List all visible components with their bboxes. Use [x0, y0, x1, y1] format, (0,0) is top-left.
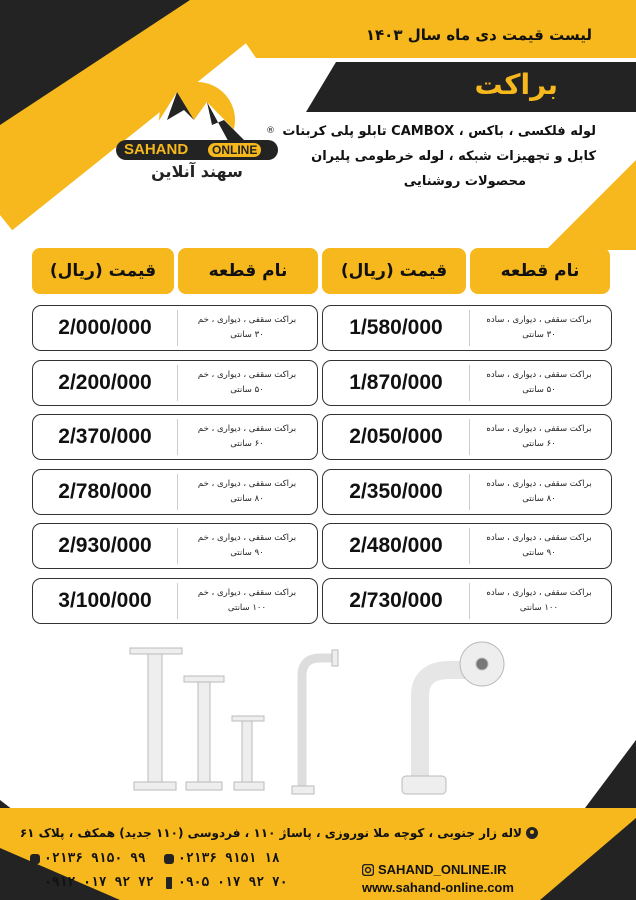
- part-name-cell: [467, 470, 611, 514]
- header-part-name-right: نام قطعه: [470, 248, 610, 294]
- table-row-right: [322, 414, 612, 460]
- logo-brand-left: SAHAND: [124, 141, 189, 158]
- part-name-line: براکت سقفی ، دیواری ، خم: [197, 315, 297, 325]
- price-cell: 2/200/000: [58, 371, 152, 394]
- cell-divider: [177, 528, 178, 564]
- part-size-line: ۳۰ سانتی: [230, 330, 264, 340]
- price-list-title: لیست قیمت دی ماه سال ۱۴۰۳: [365, 26, 592, 44]
- price-cell: 2/000/000: [58, 316, 152, 339]
- part-size-line: ۳۰ سانتی: [522, 330, 556, 340]
- table-row-left: [32, 578, 318, 624]
- part-size-line: ۹۰ سانتی: [230, 548, 264, 558]
- part-name-cell: [177, 524, 317, 568]
- location-pin-icon: [526, 827, 538, 839]
- part-size-line: ۸۰ سانتی: [522, 494, 556, 504]
- price-cell: 2/730/000: [349, 589, 443, 612]
- part-name-line: براکت سقفی ، دیواری ، خم: [197, 533, 297, 543]
- mobile-icon: [163, 877, 175, 889]
- company-logo: [112, 80, 282, 190]
- right-side-decoration: [506, 150, 636, 260]
- part-name-line: براکت سقفی ، دیواری ، ساده: [486, 370, 592, 380]
- header-price-right: قیمت (ریال): [322, 248, 466, 294]
- part-name-line: براکت سقفی ، دیواری ، خم: [197, 370, 297, 380]
- address-text: لاله زار جنوبی ، کوچه ملا نوروزی ، پاساژ ۱۱۰ ، فردوسی (۱۱۰ جدید) همکف ، پلاک ۶۱: [19, 826, 522, 840]
- part-name-line: براکت سقفی ، دیواری ، خم: [197, 424, 297, 434]
- mobile-icon: [29, 877, 41, 889]
- phone-mobile-2: ۰۹۱۲ ۰۱۷ ۹۲ ۷۲: [44, 875, 154, 890]
- part-name-line: براکت سقفی ، دیواری ، ساده: [486, 424, 592, 434]
- logo-persian-name: سهند آنلاین: [151, 162, 243, 181]
- description-line-2: کابل و تجهیزات شبکه ، لوله خرطومی پلیران: [311, 149, 596, 164]
- cell-divider: [469, 474, 470, 510]
- website-link[interactable]: www.sahand-online.com: [362, 880, 514, 895]
- part-name-line: براکت سقفی ، دیواری ، ساده: [486, 533, 592, 543]
- part-size-line: ۵۰ سانتی: [522, 385, 556, 395]
- instagram-icon: [362, 864, 374, 876]
- part-size-line: ۹۰ سانتی: [522, 548, 556, 558]
- part-name-cell: [467, 415, 611, 459]
- part-name-cell: [177, 415, 317, 459]
- part-name-cell: [467, 524, 611, 568]
- part-size-line: ۶۰ سانتی: [522, 439, 556, 449]
- cell-divider: [177, 310, 178, 346]
- part-name-cell: [467, 306, 611, 350]
- phone-landline-1: ۰۲۱۳۶ ۹۱۵۱ ۱۸: [178, 851, 280, 866]
- table-row-left: [32, 414, 318, 460]
- header-price-left: قیمت (ریال): [32, 248, 174, 294]
- table-row-left: [32, 523, 318, 569]
- table-row-left: [32, 469, 318, 515]
- phone-mobile-1: ۰۹۰۵ ۰۱۷ ۹۲ ۷۰: [178, 875, 288, 890]
- section-title-ribbon: [306, 62, 636, 112]
- price-cell: 2/780/000: [58, 480, 152, 503]
- part-name-line: براکت سقفی ، دیواری ، ساده: [486, 479, 592, 489]
- phone-icon: [163, 853, 175, 865]
- price-cell: 2/350/000: [349, 480, 443, 503]
- table-row-right: [322, 469, 612, 515]
- part-name-line: براکت سقفی ، دیواری ، خم: [197, 479, 297, 489]
- table-row-right: [322, 305, 612, 351]
- cell-divider: [177, 419, 178, 455]
- cell-divider: [469, 419, 470, 455]
- header-part-name-left: نام قطعه: [178, 248, 318, 294]
- table-row-left: [32, 305, 318, 351]
- table-row-left: [32, 360, 318, 406]
- phone-landline-2: ۰۲۱۳۶ ۹۱۵۰ ۹۹: [44, 851, 146, 866]
- price-cell: 1/870/000: [349, 371, 443, 394]
- cell-divider: [469, 583, 470, 619]
- part-name-line: براکت سقفی ، دیواری ، ساده: [486, 588, 592, 598]
- cell-divider: [177, 474, 178, 510]
- part-name-cell: [177, 306, 317, 350]
- part-size-line: ۱۰۰ سانتی: [519, 603, 559, 613]
- price-cell: 2/370/000: [58, 425, 152, 448]
- cell-divider: [469, 365, 470, 401]
- part-size-line: ۵۰ سانتی: [230, 385, 264, 395]
- phone-icon: [29, 853, 41, 865]
- description-line-1: لوله فلکسی ، باکس ، CAMBOX تابلو پلی کربنات: [282, 124, 596, 139]
- cell-divider: [177, 365, 178, 401]
- table-row-right: [322, 578, 612, 624]
- price-cell: 2/930/000: [58, 534, 152, 557]
- part-name-cell: [467, 361, 611, 405]
- logo-brand-right: ONLINE: [208, 143, 261, 157]
- part-size-line: ۶۰ سانتی: [230, 439, 264, 449]
- price-cell: 2/050/000: [349, 425, 443, 448]
- bracket-products-image: [120, 636, 520, 806]
- price-cell: 1/580/000: [349, 316, 443, 339]
- table-row-right: [322, 360, 612, 406]
- part-name-cell: [177, 579, 317, 623]
- part-name-cell: [467, 579, 611, 623]
- part-size-line: ۸۰ سانتی: [230, 494, 264, 504]
- part-name-line: براکت سقفی ، دیواری ، خم: [197, 588, 297, 598]
- part-name-cell: [177, 470, 317, 514]
- logo-registered-mark: ®: [266, 126, 275, 136]
- table-row-right: [322, 523, 612, 569]
- part-name-line: براکت سقفی ، دیواری ، ساده: [486, 315, 592, 325]
- price-cell: 3/100/000: [58, 589, 152, 612]
- cell-divider: [469, 528, 470, 564]
- part-name-cell: [177, 361, 317, 405]
- part-size-line: ۱۰۰ سانتی: [227, 603, 267, 613]
- cell-divider: [469, 310, 470, 346]
- cell-divider: [177, 583, 178, 619]
- section-title: براکت: [474, 68, 558, 101]
- price-cell: 2/480/000: [349, 534, 443, 557]
- instagram-handle[interactable]: SAHAND_ONLINE.IR: [378, 862, 507, 877]
- description-line-3: محصولات روشنایی: [403, 174, 526, 189]
